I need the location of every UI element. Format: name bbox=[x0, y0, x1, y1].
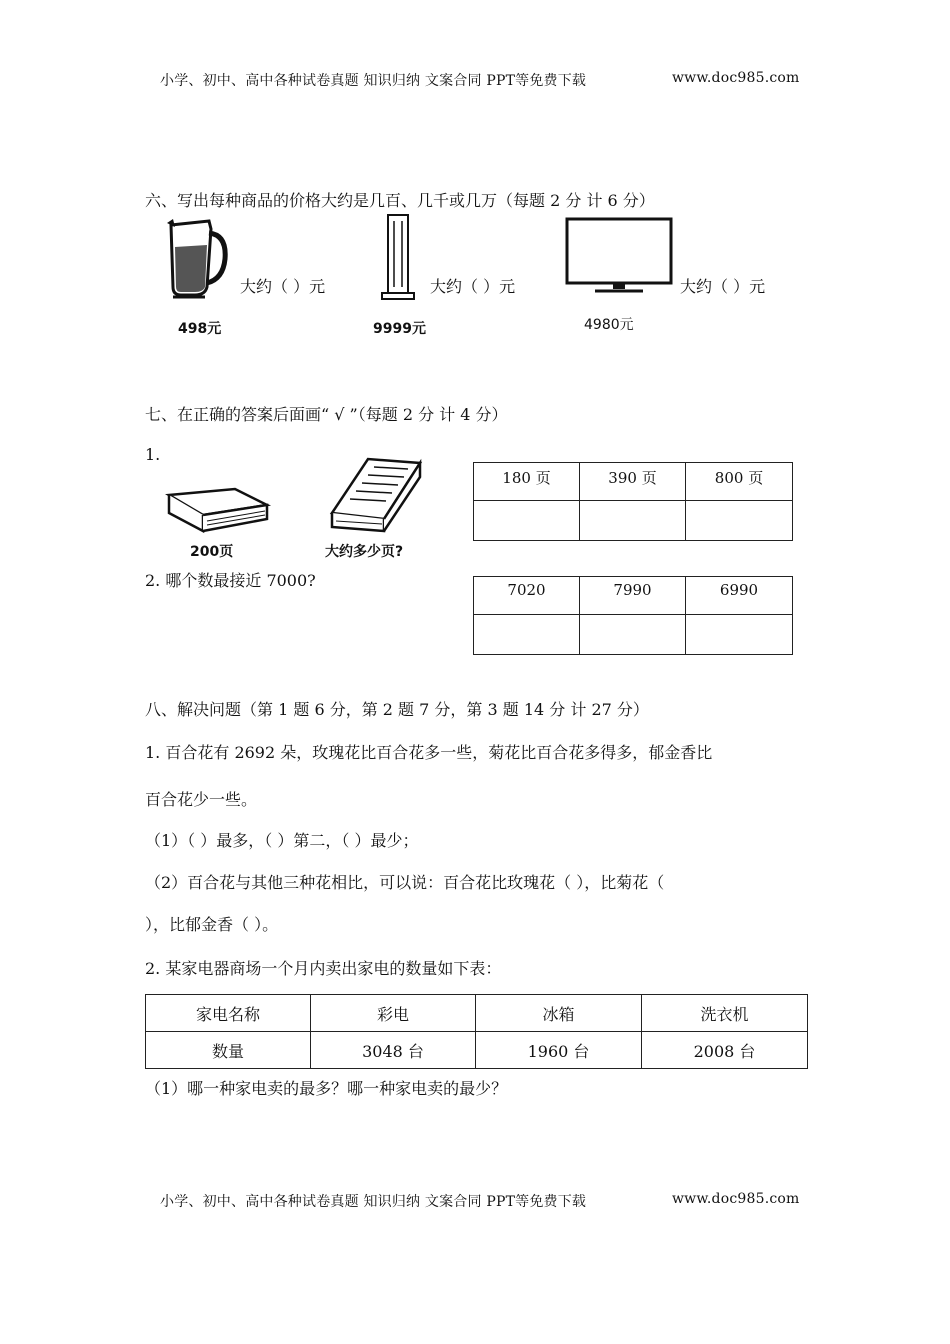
section-6-title: 六、写出每种商品的价格大约是几百、几千或几万（每题 2 分 计 6 分） bbox=[145, 191, 655, 210]
table-row bbox=[146, 1032, 808, 1069]
juicer-answer: 大约（ ）元 bbox=[240, 277, 326, 296]
book-icon bbox=[165, 485, 270, 535]
section-7-q1-number: 1. bbox=[145, 445, 161, 464]
q1-answer-table bbox=[473, 462, 793, 541]
section-8-q1-sub2-line2: ），比郁金香（ ）。 bbox=[145, 915, 279, 934]
appliance-sales-table bbox=[145, 994, 808, 1069]
juicer-price: 498元 bbox=[178, 321, 222, 337]
section-8-title: 八、解决问题（第 1 题 6 分，第 2 题 7 分，第 3 题 14 分 计 27 分） bbox=[145, 700, 649, 719]
section-8-q1-sub1: （1）（ ）最多，（ ）第二，（ ）最少； bbox=[145, 831, 419, 850]
tv-icon bbox=[565, 217, 675, 297]
table-header-cell: 彩电 bbox=[311, 995, 476, 1032]
page-footer-text: 小学、初中、高中各种试卷真题 知识归纳 文案合同 PPT等免费下载 bbox=[160, 1194, 587, 1210]
tv-answer: 大约（ ）元 bbox=[680, 277, 766, 296]
section-8-q2-intro: 2. 某家电器商场一个月内卖出家电的数量如下表： bbox=[145, 959, 502, 978]
section-8-q2-sub1: （1）哪一种家电卖的最多？哪一种家电卖的最少？ bbox=[145, 1079, 508, 1098]
section-7-title: 七、在正确的答案后面画“ √ ”（每题 2 分 计 4 分） bbox=[145, 405, 508, 424]
book-caption: 200页 bbox=[190, 544, 234, 560]
page-header-text: 小学、初中、高中各种试卷真题 知识归纳 文案合同 PPT等免费下载 bbox=[160, 73, 587, 89]
fan-price: 9999元 bbox=[373, 321, 426, 337]
q2-answer-cell-3[interactable] bbox=[686, 615, 793, 655]
q2-answer-table bbox=[473, 576, 793, 655]
page-header-site: www.doc985.com bbox=[672, 70, 800, 86]
tv-price: 4980元 bbox=[584, 317, 634, 333]
tower-fan-icon bbox=[380, 213, 416, 301]
table-cell: 数量 bbox=[146, 1032, 311, 1069]
q2-option-2: 7990 bbox=[580, 577, 686, 615]
table-cell: 2008 台 bbox=[642, 1032, 808, 1069]
section-8-q1-line2: 百合花少一些。 bbox=[145, 790, 258, 809]
table-header-cell: 家电名称 bbox=[146, 995, 311, 1032]
thick-book-caption: 大约多少页? bbox=[325, 544, 404, 560]
q2-option-3: 6990 bbox=[686, 577, 793, 615]
table-header-cell: 洗衣机 bbox=[642, 995, 808, 1032]
fan-answer: 大约（ ）元 bbox=[430, 277, 516, 296]
table-header-cell: 冰箱 bbox=[476, 995, 642, 1032]
section-8-q1-sub2-line1: （2）百合花与其他三种花相比，可以说：百合花比玫瑰花（ ），比菊花（ bbox=[145, 873, 665, 892]
q1-option-2: 390 页 bbox=[580, 463, 686, 501]
section-7-q2-text: 2. 哪个数最接近 7000? bbox=[145, 571, 316, 590]
q1-option-1: 180 页 bbox=[474, 463, 580, 501]
juicer-icon bbox=[165, 217, 230, 299]
q2-answer-cell-1[interactable] bbox=[474, 615, 580, 655]
q1-option-3: 800 页 bbox=[686, 463, 793, 501]
section-8-q1-line1: 1. 百合花有 2692 朵，玫瑰花比百合花多一些，菊花比百合花多得多，郁金香比 bbox=[145, 743, 713, 762]
table-cell: 1960 台 bbox=[476, 1032, 642, 1069]
q1-answer-cell-3[interactable] bbox=[686, 501, 793, 541]
q1-answer-cell-2[interactable] bbox=[580, 501, 686, 541]
table-header-row bbox=[146, 995, 808, 1032]
table-cell: 3048 台 bbox=[311, 1032, 476, 1069]
thick-book-icon bbox=[328, 453, 424, 533]
page-footer-site: www.doc985.com bbox=[672, 1191, 800, 1207]
q2-option-1: 7020 bbox=[474, 577, 580, 615]
q2-answer-cell-2[interactable] bbox=[580, 615, 686, 655]
q1-answer-cell-1[interactable] bbox=[474, 501, 580, 541]
